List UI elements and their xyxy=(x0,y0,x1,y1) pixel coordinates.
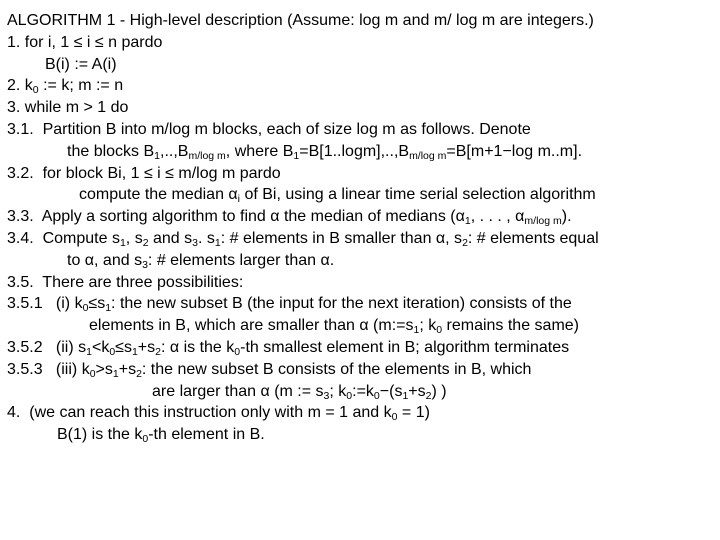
subscript: 1 xyxy=(112,367,119,380)
subscript: 3 xyxy=(142,258,148,271)
text: , . . . , α xyxy=(470,208,525,226)
text: +s xyxy=(118,360,137,378)
text: -th element in B. xyxy=(148,426,265,444)
text: ,..,B xyxy=(160,142,189,160)
step-3-5-1 xyxy=(7,293,715,315)
text: >s xyxy=(95,360,113,378)
subscript: 0 xyxy=(89,367,96,380)
subscript: 0 xyxy=(234,345,241,358)
text: : α is the k xyxy=(160,338,235,356)
step-2 xyxy=(7,75,715,97)
text: 3.3. Apply a sorting algorithm to find α the median of medians (α xyxy=(7,208,465,226)
text: : the new subset B (the input for the next iteration) consists of the xyxy=(111,295,572,313)
text: 3.5.3 (iii) k xyxy=(7,360,90,378)
text: 3.5.1 (i) k xyxy=(7,295,83,313)
step-3-5 xyxy=(7,272,715,294)
subscript: 3 xyxy=(192,236,198,249)
subscript: 0 xyxy=(142,433,149,446)
step-3 xyxy=(7,97,715,119)
text: :=k xyxy=(352,382,374,400)
subscript: 1 xyxy=(214,236,221,249)
subscript: 1 xyxy=(413,324,420,337)
step-3-2-cont xyxy=(7,184,715,206)
subscript: 2 xyxy=(155,345,161,358)
step-3-4-cont xyxy=(7,250,715,272)
text: <k xyxy=(91,338,110,356)
text: . s xyxy=(197,229,215,247)
text: B(1) is the k xyxy=(57,426,143,444)
subscript: 1 xyxy=(86,345,92,358)
step-3-1-cont xyxy=(7,141,715,163)
text: −(s xyxy=(379,382,403,400)
subscript: 2 xyxy=(425,389,432,402)
text: =B[m+1−log m..m]. xyxy=(446,142,583,160)
text: 3.4. Compute s xyxy=(7,229,120,247)
step-1 xyxy=(7,32,715,54)
step-3-5-text: 3.5. There are three possibilities: xyxy=(7,273,244,291)
step-1-text: 1. for i, 1 ≤ i ≤ n pardo xyxy=(7,33,163,51)
text: are larger than α (m := s xyxy=(152,382,324,400)
step-2-text-rest: := k; m := n xyxy=(38,77,124,95)
text: to α, and s xyxy=(67,251,143,269)
text: compute the median α xyxy=(79,186,238,204)
subscript: 2 xyxy=(142,236,149,249)
text: : the new subset B consists of the elements in B, which xyxy=(141,360,532,378)
step-3-3 xyxy=(7,206,715,228)
subscript: m/log m xyxy=(188,149,226,162)
step-1-body-text: B(i) := A(i) xyxy=(45,55,117,73)
subscript: 0 xyxy=(391,411,398,424)
step-4 xyxy=(7,402,715,424)
text: ) ) xyxy=(431,382,447,400)
algorithm-document xyxy=(7,10,715,446)
text: +s xyxy=(137,338,156,356)
text: , where B xyxy=(225,142,294,160)
subscript: m/log m xyxy=(524,215,562,228)
text: : # elements in B smaller than α, s xyxy=(220,229,463,247)
subscript: 3 xyxy=(323,389,330,402)
step-3-2-text: 3.2. for block Bi, 1 ≤ i ≤ m/log m pardo xyxy=(7,164,281,182)
text: remains the same) xyxy=(442,317,579,335)
text: of Bi, using a linear time serial selection algorithm xyxy=(240,186,596,204)
text: -th smallest element in B; algorithm terminates xyxy=(240,338,570,356)
text: , s xyxy=(125,229,143,247)
step-1-body xyxy=(7,54,715,76)
subscript: 1 xyxy=(293,149,300,162)
subscript: 0 xyxy=(32,84,39,97)
step-4-cont xyxy=(7,424,715,446)
subscript: 1 xyxy=(464,215,471,228)
text: = 1) xyxy=(397,404,430,422)
text: and s xyxy=(148,229,193,247)
subscript: 0 xyxy=(82,302,89,315)
subscript: 1 xyxy=(105,302,112,315)
text: ; k xyxy=(329,382,347,400)
step-3-2 xyxy=(7,163,715,185)
subscript: 2 xyxy=(136,367,142,380)
text: ≤s xyxy=(88,295,106,313)
text: : # elements larger than α. xyxy=(147,251,335,269)
text: elements in B, which are smaller than α (m:=s xyxy=(89,317,414,335)
subscript: 1 xyxy=(402,389,409,402)
step-3-5-3-cont xyxy=(7,381,715,403)
text: ≤s xyxy=(115,338,132,356)
step-3-text: 3. while m > 1 do xyxy=(7,99,129,117)
text: =B[1..logm],..,B xyxy=(299,142,410,160)
step-3-4 xyxy=(7,228,715,250)
step-2-text: 2. k xyxy=(7,77,33,95)
text: ). xyxy=(561,208,572,226)
text: ; k xyxy=(419,317,437,335)
step-3-5-2 xyxy=(7,337,715,359)
subscript: 0 xyxy=(436,324,443,337)
step-3-5-3 xyxy=(7,359,715,381)
subscript: i xyxy=(237,193,241,206)
subscript: 2 xyxy=(462,236,468,249)
subscript: 0 xyxy=(109,345,116,358)
text: +s xyxy=(408,382,426,400)
text: 3.5.2 (ii) s xyxy=(7,338,87,356)
text: : # elements equal xyxy=(467,229,599,247)
subscript: 1 xyxy=(154,149,160,162)
algorithm-title xyxy=(7,10,715,32)
subscript: 0 xyxy=(346,389,353,402)
text: the blocks B xyxy=(67,142,155,160)
subscript: 1 xyxy=(131,345,138,358)
step-3-5-1-cont xyxy=(7,315,715,337)
title-text: ALGORITHM 1 - High-level description (Assume: log m and m/ log m are integers.) xyxy=(7,12,594,29)
text: 4. (we can reach this instruction only with m = 1 and k xyxy=(7,404,392,422)
subscript: m/log m xyxy=(409,149,447,162)
step-3-1-text: 3.1. Partition B into m/log m blocks, each of size log m as follows. Denote xyxy=(7,120,531,138)
subscript: 0 xyxy=(373,389,380,402)
subscript: 1 xyxy=(119,236,126,249)
step-3-1 xyxy=(7,119,715,141)
